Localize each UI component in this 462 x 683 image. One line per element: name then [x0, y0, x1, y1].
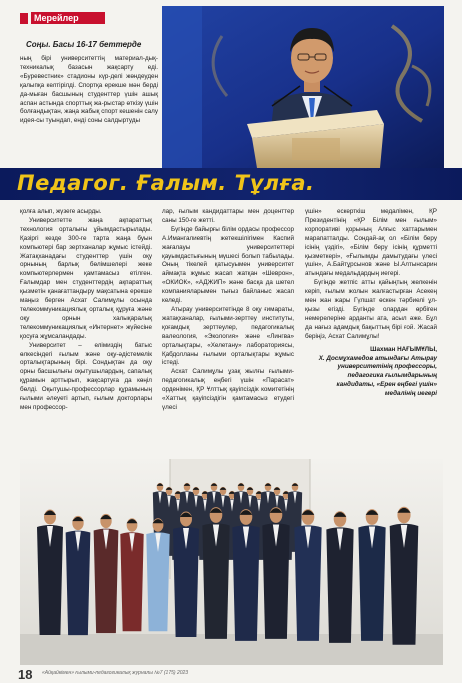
- person-figure: [94, 514, 119, 633]
- paragraph: Университетте жаңа ақпараттық технология орталығы ұйымдастырылады. Қазіргі кезде 300-ге тарта жаңа буын компьютері бар зертханалар жұмыс істейді. Жатақханадағы студенттер үшін оқу орнының барлық бөлімшелері жеке компьютерлермен қамтамасыз етілген. Ғалымдар мен студенттердің ақпараттық қызметін қанағаттандыру мақсатына ерекше маңыз берген Асхат Салимұлы осында телекоммуникациялық орталық құруға және оқу орнын халықаралық телекоммуникациялық «Интернет» жүйесіне қосуға жұмсаландады.: [20, 216, 152, 340]
- person-figure: [37, 510, 63, 636]
- person-figure: [146, 518, 169, 631]
- person-figure: [390, 507, 419, 645]
- article-column-3: [305, 208, 437, 399]
- paragraph: Асхат Салимұлы ұзақ жылғы ғылыми-педагогикалық еңбегі үшін «Парасат» орденімен, ҚР Ұлттық қауіпсіздік комитетінің «Хаттық қауіпсіздігін қамтамасыз етудегі үлесі: [162, 368, 294, 411]
- rubric-marker: [20, 13, 28, 24]
- person-figure: [358, 509, 385, 641]
- person-figure: [120, 518, 143, 631]
- article-column-2: [162, 208, 294, 413]
- group-photo-illustration: [20, 459, 443, 665]
- title-banner: [0, 168, 462, 200]
- author-title-line: университетінің профессоры,: [337, 363, 437, 371]
- paragraph: Атырау университетінде 8 оқу ғимараты, жатақханалар, ғылыми-зерттеу институты, қоғамдық зерттеулер, педагогикалық валеология, «Экология» және «Лингва» орталықтары, «Хелетану» лабораториясы, Қабдолланы ғылыми орталықтары жұмыс істеді.: [162, 305, 294, 367]
- top-article-column: ның бірі университеттің материал-дық-техникалық базасын жақсарту еді. «Буревестник» стадионы күр-делі жөндеуден қалыпқа келтірілді. Спортқа ерекше мән берді да-мыған басшының студенттер үшін ашық аспан астында спорттық жа-рыстар өткізу үшін болғандықтан, жаңа жабық спорт кешенін салу идея-сы туындап, енді соны салдыртуды: [20, 55, 158, 125]
- person-figure: [294, 509, 321, 641]
- article-body: [20, 208, 440, 458]
- rubric-label: Мерейлер: [31, 12, 105, 24]
- speaker-photo: [162, 6, 444, 168]
- author-name: Шахман НАҒЫМҰЛЫ,: [370, 345, 437, 353]
- page-footer: [0, 664, 462, 683]
- group-photo: [20, 459, 443, 665]
- paragraph: Бүгінде байырғы білім ордасы профессор А.Имангалиевтің жетекшілігімен Каспий жағалауы университеттері қауымдастығының мүшесі болып табылады. Оның тікелей қатысуымен университет аймақта жұмыс жасап жатқан «Шеврон», «ОКИОК», «АДЖИП» және басқа да шетел компанияларымен тығыз байланыс жасап келеді.: [162, 225, 294, 305]
- rubric-header: [20, 12, 105, 24]
- person-figure: [262, 507, 289, 639]
- banner-title: Педагог. Ғалым. Тұлға.: [17, 171, 315, 195]
- paragraph: үшін» ескерткіш медалімен, ҚР Президентінің «ҚР Білім мен ғылым» корпоративі қорының Алғыс хаттарымен марапатталды. Сондай-ақ ол «Білім беру ісінің үздігі», «Білім беру ісінің құрметті қызметкері», «Ғылымды дамытудағы үлесі үшін», А.Байтұрсынов және Ы.Алтынсарин атындағы медальдардың иегері.: [305, 208, 437, 278]
- author-title-line: медалінің иегері: [384, 390, 437, 398]
- page-number: 18: [18, 667, 33, 682]
- paragraph: қолға алып, жүзеге асырды.: [20, 208, 102, 215]
- paragraph: Университет – елімиздің батыс өлкесіндегі ғылым және оқу-әдістемелік орталықтарының бірі. Сондықтан да оқу орны басшылығы оқытушылардың, сапалық құрамын арттырып, жақсартуға да көңіл бөлді. Оқытушы-профессорлар құрамының ғылыми әлеуеті артып, ғылым докторлары мен профессор-: [20, 341, 152, 411]
- author-title-line: Х. Досмұхамедов атындағы Атырау: [318, 354, 437, 362]
- paragraph: Бүгінде жетпіс атты қайыңтың желкенін керіп, ғылым жолын жалғастырған Асекең мен жан жары Гүлшат өскен тәрбиелі ұл-қызы егізді. Бүгінде олардан өрбіген немерелеріне арданты ата, асыл әже. Бұл да нағыз адамдық бақыттың бірі ғой. Жасай беріңіз, Асхат Салимұлы!: [305, 279, 437, 340]
- person-figure: [326, 511, 353, 643]
- person-figure: [173, 512, 199, 638]
- paragraph: лар, ғылым кандидаттары мен доценттер саны 150-ге жетті.: [162, 208, 294, 224]
- speaker-illustration: [162, 6, 444, 168]
- author-title-line: педагогика ғылымдарының: [347, 372, 437, 380]
- footer-text: «Айқайкімен» ғылыми-педагогикалық журналы №7 (175) 2023: [42, 670, 189, 676]
- author-title-line: кандидаты, «Ерен еңбегі үшін»: [336, 381, 437, 389]
- article-column-1: [20, 208, 152, 413]
- continuation-note: Соңы. Басы 16-17 беттерде: [26, 40, 142, 49]
- person-figure: [66, 516, 91, 635]
- person-figure: [202, 507, 229, 639]
- author-signature: [305, 346, 437, 399]
- person-figure: [232, 509, 259, 641]
